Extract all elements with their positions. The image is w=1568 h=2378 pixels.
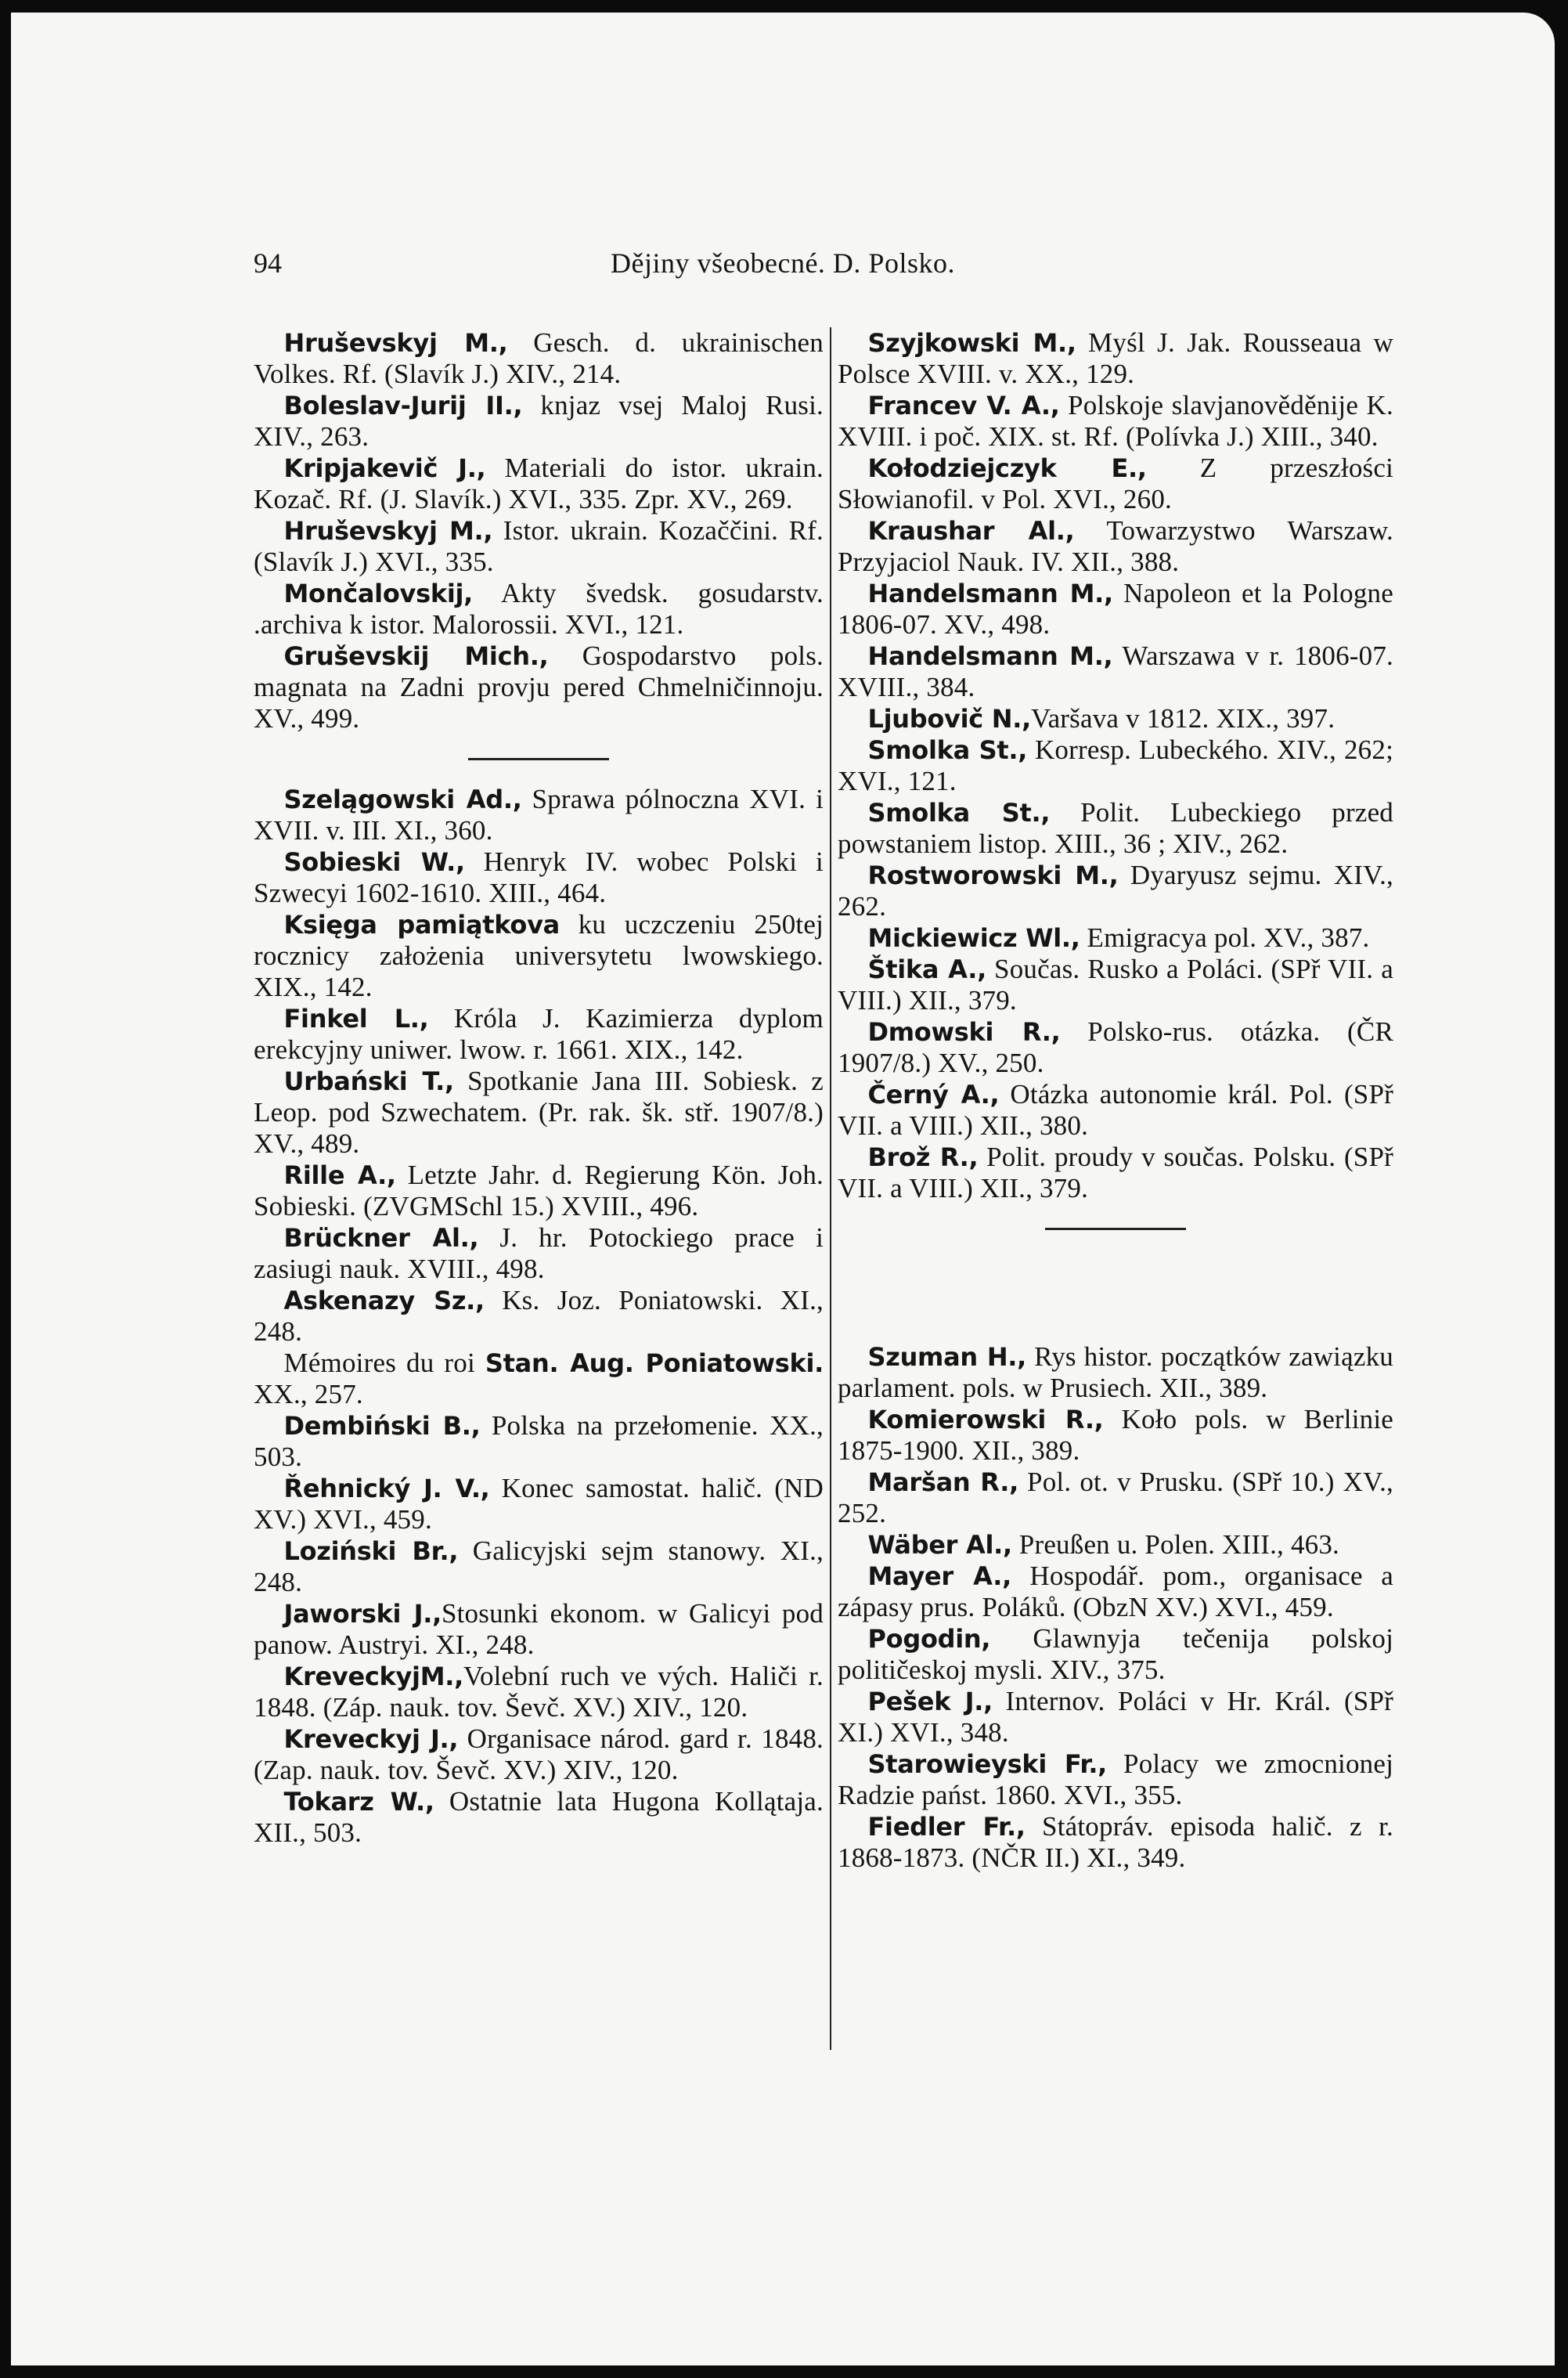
entry-author: Kreveckyj J.,: [283, 1724, 459, 1754]
entry-author: Jaworski J.,: [283, 1599, 442, 1629]
section-separator: [468, 758, 609, 760]
right-group-2: [838, 1341, 1393, 1874]
entry-citation: Króla J. Kazimierza dyplom erekcyjny uniwer. lwow. r. 1661. XIX., 142.: [254, 1003, 824, 1065]
entry-citation: Otázka autonomie král. Pol. (SPř VII. a VIII.) XII., 380.: [838, 1079, 1393, 1141]
bibliography-entry: [838, 1811, 1393, 1874]
entry-citation: Galicyjski sejm stanowy. XI., 248.: [254, 1535, 824, 1597]
entry-author: Hruševskyj M.,: [283, 328, 508, 358]
entry-author: Askenazy Sz.,: [283, 1286, 485, 1315]
entry-citation: Stosunki ekonom. w Galicyi pod panow. Austryi. XI., 248.: [254, 1598, 824, 1660]
entry-citation: Materiali do istor. ukrain. Kozač. Rf. (J. Slavík.) XVI., 335. Zpr. XV., 269.: [254, 453, 824, 514]
entry-author: Szelągowski Ad.,: [283, 785, 522, 814]
left-group-2: [254, 784, 824, 1849]
entry-author: Brož R.,: [867, 1142, 979, 1172]
entry-author: Wäber Al.,: [867, 1530, 1012, 1560]
bibliography-entry: [254, 1285, 824, 1348]
bibliography-entry: [254, 453, 824, 515]
entry-author: Tokarz W.,: [283, 1787, 434, 1817]
entry-citation: XX., 257.: [254, 1379, 363, 1409]
entry-author: Handelsmann M.,: [867, 579, 1113, 608]
entry-citation: Ostatnie lata Hugona Kollątaja. XII., 503.: [254, 1786, 824, 1848]
bibliography-entry: [838, 390, 1393, 453]
bibliography-entry: [254, 641, 824, 734]
entry-citation: ku uczczeniu 250tej rocznicy założenia universytetu lwowskiego. XIX., 142.: [254, 909, 824, 1002]
right-group-1: [838, 327, 1393, 1204]
bibliography-entry: [838, 734, 1393, 797]
entry-author: Gruševskij Mich.,: [283, 641, 549, 671]
bibliography-entry: [254, 784, 824, 846]
entry-citation: Emigracya pol. XV., 387.: [1080, 922, 1370, 953]
bibliography-entry: [254, 1598, 824, 1661]
section-separator: [1045, 1228, 1186, 1230]
entry-citation: Spotkanie Jana III. Sobiesk. z Leop. pod Szwechatem. (Pr. rak. šk. stř. 1907/8.) XV., 489.: [254, 1066, 824, 1159]
entry-author: Pogodin,: [867, 1624, 991, 1654]
bibliography-entry: [254, 1473, 824, 1535]
entry-author: Dmowski R.,: [867, 1017, 1061, 1047]
entry-author: Mickiewicz Wl.,: [867, 923, 1080, 953]
entry-author: Štika A.,: [867, 954, 986, 984]
bibliography-entry: [838, 797, 1393, 860]
entry-author: Smolka St.,: [867, 798, 1051, 828]
entry-author: Francev V. A.,: [867, 391, 1060, 420]
bibliography-entry: [838, 515, 1393, 578]
entry-author: Brückner Al.,: [283, 1223, 479, 1253]
entry-citation: Myśl J. Jak. Rousseaua w Polsce XVIII. v. XX., 129.: [838, 327, 1393, 389]
bibliography-entry: [254, 578, 824, 641]
entry-citation: Napoleon et la Pologne 1806-07. XV., 498.: [838, 578, 1393, 640]
entry-citation: Součas. Rusko a Poláci. (SPř VII. a VIII.) XII., 379.: [838, 954, 1393, 1016]
entry-citation: Warszawa v r. 1806-07. XVIII., 384.: [838, 641, 1393, 702]
entry-citation: Hospodář. pom., organisace a zápasy prus. Poláků. (ObzN XV.) XVI., 459.: [838, 1561, 1393, 1622]
entry-author: Starowieyski Fr.,: [867, 1749, 1108, 1779]
entry-author: Dembiński B.,: [283, 1411, 481, 1441]
entry-author: Mončalovskij,: [283, 579, 474, 608]
entry-citation: Internov. Poláci v Hr. Král. (SPř XI.) XVI., 348.: [838, 1686, 1393, 1748]
entry-citation: Akty švedsk. gosudarstv. .archiva k istor. Malorossii. XVI., 121.: [254, 578, 824, 640]
bibliography-entry: [254, 909, 824, 1003]
entry-citation: Henryk IV. wobec Polski i Szwecyi 1602-1610. XIII., 464.: [254, 846, 824, 908]
entry-author: Maršan R.,: [867, 1467, 1018, 1497]
entry-author: Szyjkowski M.,: [867, 328, 1076, 358]
entry-citation: Gospodarstvo pols. magnata na Zadni provju pered Chmelničinnoju. XV., 499.: [254, 641, 824, 734]
entry-citation: Polit. Lubeckiego przed powstaniem listop. XIII., 36 ; XIV., 262.: [838, 797, 1394, 859]
entry-author: Handelsmann M.,: [867, 641, 1113, 671]
entry-citation: Istor. ukrain. Kozaččini. Rf. (Slavík J.) XVI., 335.: [254, 515, 824, 577]
entry-citation: Konec samostat. halič. (ND XV.) XVI., 459.: [254, 1473, 824, 1535]
entry-citation: Volební ruch ve vých. Haliči r. 1848. (Záp. nauk. tov. Ševč. XV.) XIV., 120.: [254, 1661, 824, 1723]
bibliography-entry: [838, 1748, 1393, 1811]
column-divider: [830, 327, 831, 2050]
entry-citation: knjaz vsej Maloj Rusi. XIV., 263.: [254, 390, 824, 452]
entry-author: Boleslav-Jurij II.,: [283, 391, 523, 420]
page-number: 94: [254, 247, 282, 279]
entry-author: Mayer A.,: [867, 1561, 1011, 1591]
bibliography-entry: [254, 1348, 824, 1410]
entry-author: Ljubovič N.,: [867, 704, 1031, 734]
entry-author: Kołodziejczyk E.,: [867, 453, 1147, 483]
entry-citation: Ks. Joz. Poniatowski. XI., 248.: [254, 1285, 824, 1347]
entry-citation: Polsko-rus. otázka. (ČR 1907/8.) XV., 250.: [838, 1016, 1394, 1078]
entry-author: KreveckyjM.,: [283, 1662, 463, 1691]
entry-citation: Korresp. Lubeckého. XIV., 262; XVI., 121.: [838, 734, 1393, 796]
entry-citation: Polit. proudy v součas. Polsku. (SPř VII. a VIII.) XII., 379.: [838, 1142, 1393, 1203]
bibliography-entry: [838, 578, 1393, 641]
bibliography-entry: [254, 1003, 824, 1066]
entry-author: Urbański T.,: [283, 1066, 454, 1096]
entry-citation: J. hr. Potockiego prace i zasiugi nauk. XVIII., 498.: [254, 1222, 824, 1284]
entry-citation: Sprawa pólnoczna XVI. i XVII. v. III. XI., 360.: [254, 784, 824, 846]
bibliography-entry: [838, 1341, 1393, 1404]
entry-citation: Polacy we zmocnionej Radzie państ. 1860. XVI., 355.: [838, 1748, 1394, 1810]
bibliography-entry: [254, 1222, 824, 1285]
entry-author: Fiedler Fr.,: [867, 1812, 1026, 1842]
bibliography-entry: [254, 390, 824, 453]
bibliography-entry: [254, 1410, 824, 1473]
entry-author: Rostworowski M.,: [867, 861, 1119, 890]
entry-author: Księga pamiątkova: [283, 910, 560, 940]
entry-author: Stan. Aug. Poniatowski.: [485, 1348, 824, 1378]
entry-citation: Pol. ot. v Prusku. (SPř 10.) XV., 252.: [838, 1467, 1393, 1528]
entry-citation: Varšava v 1812. XIX., 397.: [1030, 703, 1336, 734]
left-column: [254, 327, 824, 1849]
entry-citation: Gesch. d. ukrainischen Volkes. Rf. (Slavík J.) XIV., 214.: [254, 327, 824, 389]
bibliography-entry: [838, 703, 1393, 734]
entry-citation: Polskoje slavjanověděnije K. XVIII. i poč. XIX. st. Rf. (Polívka J.) XIII., 340.: [838, 390, 1393, 452]
entry-citation: Z przeszłości Słowianofil. v Pol. XVI., 260.: [838, 453, 1393, 514]
bibliography-entry: [254, 515, 824, 578]
bibliography-entry: [254, 1160, 824, 1222]
bibliography-entry: [838, 922, 1393, 954]
entry-citation: Rys histor. początków zawiązku parlament. pols. w Prusiech. XII., 389.: [838, 1341, 1393, 1403]
entry-author: Hruševskyj M.,: [283, 516, 493, 546]
entry-author: Komierowski R.,: [867, 1405, 1104, 1434]
entry-citation: Organisace národ. gard r. 1848. (Zap. nauk. tov. Ševč. XV.) XIV., 120.: [254, 1723, 824, 1785]
entry-citation: Dyaryusz sejmu. XIV., 262.: [838, 860, 1393, 922]
bibliography-entry: [838, 1686, 1393, 1748]
page: [11, 13, 1555, 2365]
entry-author: Sobieski W.,: [283, 847, 465, 877]
bibliography-entry: [254, 1535, 824, 1598]
bibliography-entry: [838, 1079, 1393, 1142]
entry-author: Smolka St.,: [867, 735, 1028, 765]
entry-citation: Glawnyja tečenija polskoj političeskoj mysli. XIV., 375.: [838, 1623, 1393, 1685]
entry-author: Řehnický J. V.,: [283, 1474, 490, 1503]
bibliography-entry: [254, 846, 824, 909]
entry-citation: Státopráv. episoda halič. z r. 1868-1873. (NČR II.) XI., 349.: [838, 1811, 1393, 1873]
entry-citation: Mémoires du roi: [283, 1348, 485, 1378]
bibliography-entry: [838, 453, 1393, 515]
bibliography-entry: [254, 1786, 824, 1849]
bibliography-entry: [838, 1016, 1393, 1079]
entry-citation: Polska na przełomenie. XX., 503.: [254, 1410, 824, 1472]
entry-citation: Letzte Jahr. d. Regierung Kön. Joh. Sobieski. (ZVGMSchl 15.) XVIII., 496.: [254, 1160, 824, 1221]
bibliography-entry: [838, 860, 1393, 922]
entry-author: Kraushar Al.,: [867, 516, 1075, 546]
entry-author: Černý A.,: [867, 1080, 1000, 1110]
left-group-1: [254, 327, 824, 734]
bibliography-entry: [254, 1066, 824, 1160]
bibliography-entry: [838, 1623, 1393, 1686]
running-title: Dějiny všeobecné. D. Polsko.: [611, 247, 955, 279]
bibliography-entry: [838, 1404, 1393, 1467]
bibliography-entry: [838, 1142, 1393, 1204]
entry-citation: Towarzystwo Warszaw. Przyjaciol Nauk. IV. XII., 388.: [838, 515, 1393, 577]
entry-author: Pešek J.,: [867, 1687, 993, 1716]
bibliography-entry: [254, 327, 824, 390]
entry-author: Kripjakevič J.,: [283, 453, 486, 483]
right-column: [838, 327, 1393, 1874]
entry-citation: Preußen u. Polen. XIII., 463.: [1011, 1529, 1339, 1560]
entry-author: Rille A.,: [283, 1160, 396, 1190]
entry-author: Loziński Br.,: [283, 1536, 459, 1566]
bibliography-entry: [838, 327, 1393, 390]
bibliography-entry: [838, 954, 1393, 1016]
bibliography-entry: [838, 1529, 1393, 1561]
bibliography-entry: [838, 1467, 1393, 1529]
bibliography-entry: [254, 1723, 824, 1786]
bibliography-entry: [254, 1661, 824, 1723]
entry-citation: Koło pols. w Berlinie 1875-1900. XII., 389.: [838, 1404, 1393, 1466]
entry-author: Szuman H.,: [867, 1342, 1027, 1372]
entry-author: Finkel L.,: [283, 1004, 429, 1034]
bibliography-entry: [838, 1561, 1393, 1623]
bibliography-entry: [838, 641, 1393, 703]
